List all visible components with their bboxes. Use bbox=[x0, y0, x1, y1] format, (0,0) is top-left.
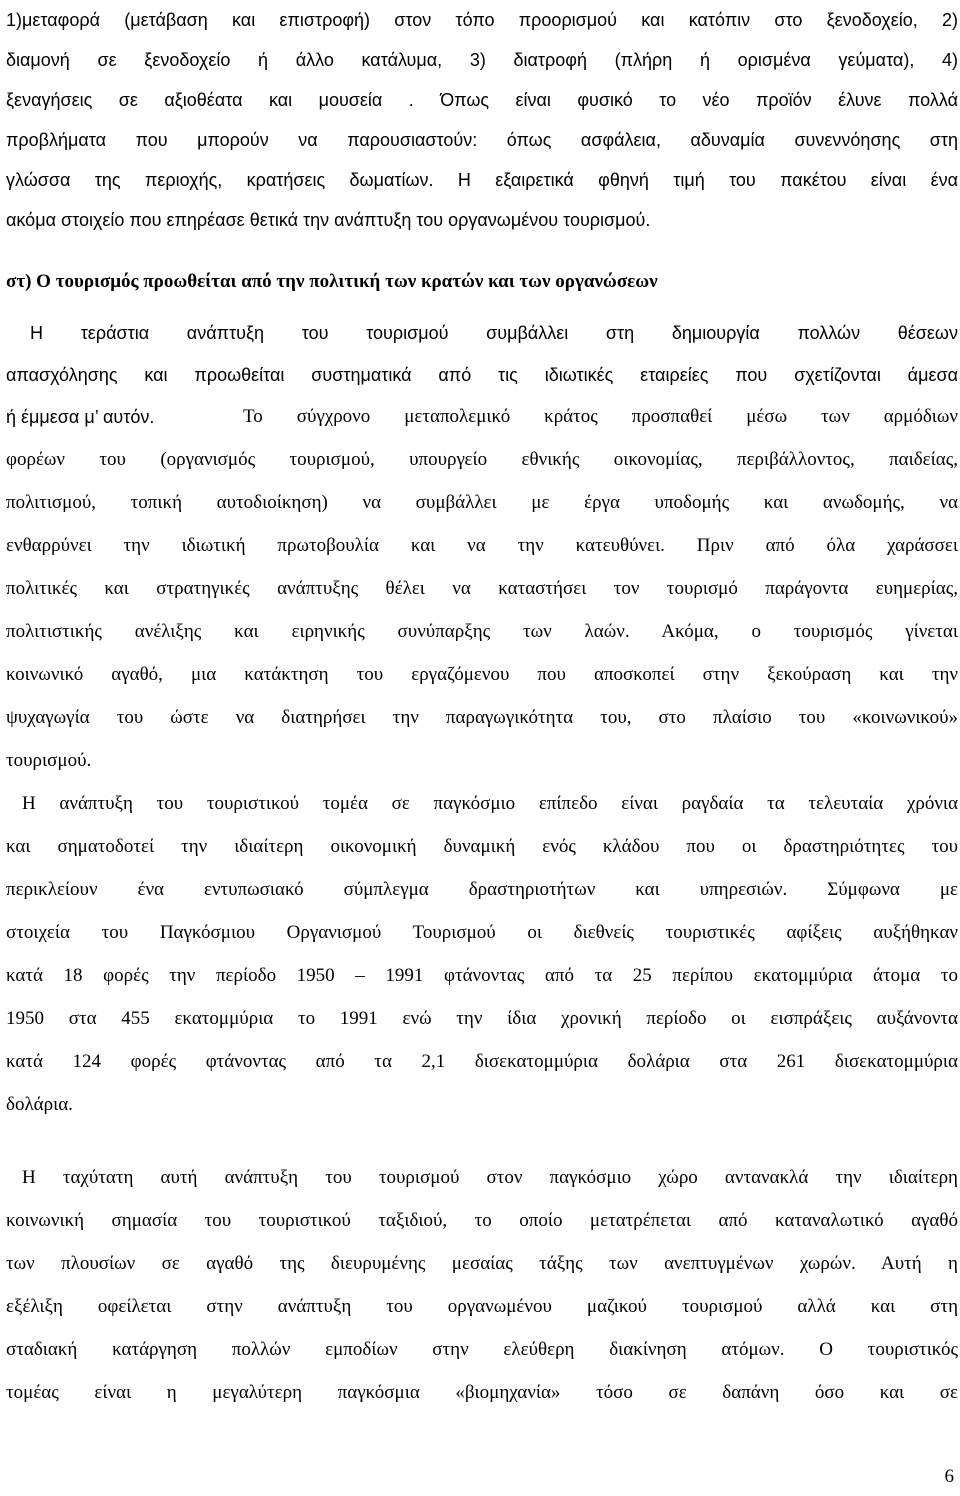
text-line: 1950 στα 455 εκατομμύρια το 1991 ενώ την ίδια χρονική περίοδο οι εισπράξεις αυξάνοντα bbox=[6, 1008, 958, 1029]
text-line: Η τεράστια ανάπτυξη του τουρισμού συμβάλλει στη δημιουργία πολλών θέσεων bbox=[30, 323, 958, 343]
text-line: γλώσσα της περιοχής, κρατήσεις δωματίων. Η εξαιρετικά φθηνή τιμή του πακέτου είναι ένα bbox=[6, 170, 958, 190]
text-line: στοιχεία του Παγκόσμιου Οργανισμού Τουρισμού οι διεθνείς τουριστικές αφίξεις αυξήθηκαν bbox=[6, 922, 958, 943]
text-line: Η ταχύτατη αυτή ανάπτυξη του τουρισμού στον παγκόσμιο χώρο αντανακλά την ιδιαίτερη bbox=[22, 1167, 958, 1188]
text-line: σταδιακή κατάργηση πολλών εμποδίων στην ελεύθερη διακίνηση ατόμων. Ο τουριστικός bbox=[6, 1339, 958, 1360]
text-line: κατά 18 φορές την περίοδο 1950 – 1991 φτάνοντας από τα 25 περίπου εκατομμύρια άτομα το bbox=[6, 965, 958, 986]
text-line: τομέας είναι η μεγαλύτερη παγκόσμια «βιομηχανία» τόσο σε δαπάνη όσο και σε bbox=[6, 1382, 958, 1403]
text-line: και σηματοδοτεί την ιδιαίτερη οικονομική δυναμική ενός κλάδου που οι δραστηριότητες του bbox=[6, 836, 958, 857]
text-line: Η ανάπτυξη του τουριστικού τομέα σε παγκόσμιο επίπεδο είναι ραγδαία τα τελευταία χρόνια bbox=[22, 793, 958, 814]
text-line: περικλείουν ένα εντυπωσιακό σύμπλεγμα δραστηριοτήτων και υπηρεσιών. Σύμφωνα με bbox=[6, 879, 958, 900]
text-line: κοινωνικό αγαθό, μια κατάκτηση του εργαζόμενου που αποσκοπεί στην ξεκούραση και την bbox=[6, 664, 958, 685]
text-line: 1)μεταφορά (μετάβαση και επιστροφή) στον τόπο προορισμού και κατόπιν στο ξενοδοχείο, 2) bbox=[6, 10, 958, 30]
text-line: των πλουσίων σε αγαθό της διευρυμένης μεσαίας τάξης των ανεπτυγμένων χωρών. Αυτή η bbox=[6, 1253, 958, 1274]
text-line: πολιτισμού, τοπική αυτοδιοίκηση) να συμβάλλει με έργα υποδομής και ανωδομής, να bbox=[6, 492, 958, 513]
text-line: ψυχαγωγία του ώστε να διατηρήσει την παραγωγικότητα του, στο πλαίσιο του «κοινωνικού» bbox=[6, 707, 958, 728]
text-line: ξεναγήσεις σε αξιοθέατα και μουσεία . Όπως είναι φυσικό το νέο προϊόν έλυνε πολλά bbox=[6, 90, 958, 110]
text-line: Το σύγχρονο μεταπολεμικό κράτος προσπαθεί μέσω των αρμόδιων bbox=[243, 406, 958, 427]
page-number: 6 bbox=[944, 1466, 954, 1487]
text-line: απασχόλησης και προωθείται συστηματικά από τις ιδιωτικές εταιρείες που σχετίζονται άμεσα bbox=[6, 365, 958, 385]
section-heading: στ) Ο τουρισμός προωθείται από την πολιτική των κρατών και των οργανώσεων bbox=[6, 271, 658, 292]
text-line: διαμονή σε ξενοδοχείο ή άλλο κατάλυμα, 3) διατροφή (πλήρη ή ορισμένα γεύματα), 4) bbox=[6, 50, 958, 70]
text-line: φορέων του (οργανισμός τουρισμού, υπουργείο εθνικής οικονομίας, περιβάλλοντος, παιδείας, bbox=[6, 449, 958, 470]
text-line: εξέλιξη οφείλεται στην ανάπτυξη του οργανωμένου μαζικού τουρισμού αλλά και στη bbox=[6, 1296, 958, 1317]
text-line: τουρισμού. bbox=[6, 750, 92, 771]
text-line: πολιτιστικής ανέλιξης και ειρηνικής συνύπαρξης των λαών. Ακόμα, ο τουρισμός γίνεται bbox=[6, 621, 958, 642]
text-line: προβλήματα που μπορούν να παρουσιαστούν: όπως ασφάλεια, αδυναμία συνεννόησης στη bbox=[6, 130, 958, 150]
text-line: ή έμμεσα μ’ αυτόν. bbox=[6, 407, 155, 427]
text-line: δολάρια. bbox=[6, 1094, 73, 1115]
text-line: κοινωνική σημασία του τουριστικού ταξιδιού, το οποίο μετατρέπεται από καταναλωτικό αγαθό bbox=[6, 1210, 958, 1231]
text-line: κατά 124 φορές φτάνοντας από τα 2,1 δισεκατομμύρια δολάρια στα 261 δισεκατομμύρια bbox=[6, 1051, 958, 1072]
text-line: πολιτικές και στρατηγικές ανάπτυξης θέλει να καταστήσει τον τουρισμό παράγοντα ευημερίας, bbox=[6, 578, 958, 599]
text-line: ακόμα στοιχείο που επηρέασε θετικά την ανάπτυξη του οργανωμένου τουρισμού. bbox=[6, 210, 651, 230]
text-line: ενθαρρύνει την ιδιωτική πρωτοβουλία και να την κατευθύνει. Πριν από όλα χαράσσει bbox=[6, 535, 958, 556]
